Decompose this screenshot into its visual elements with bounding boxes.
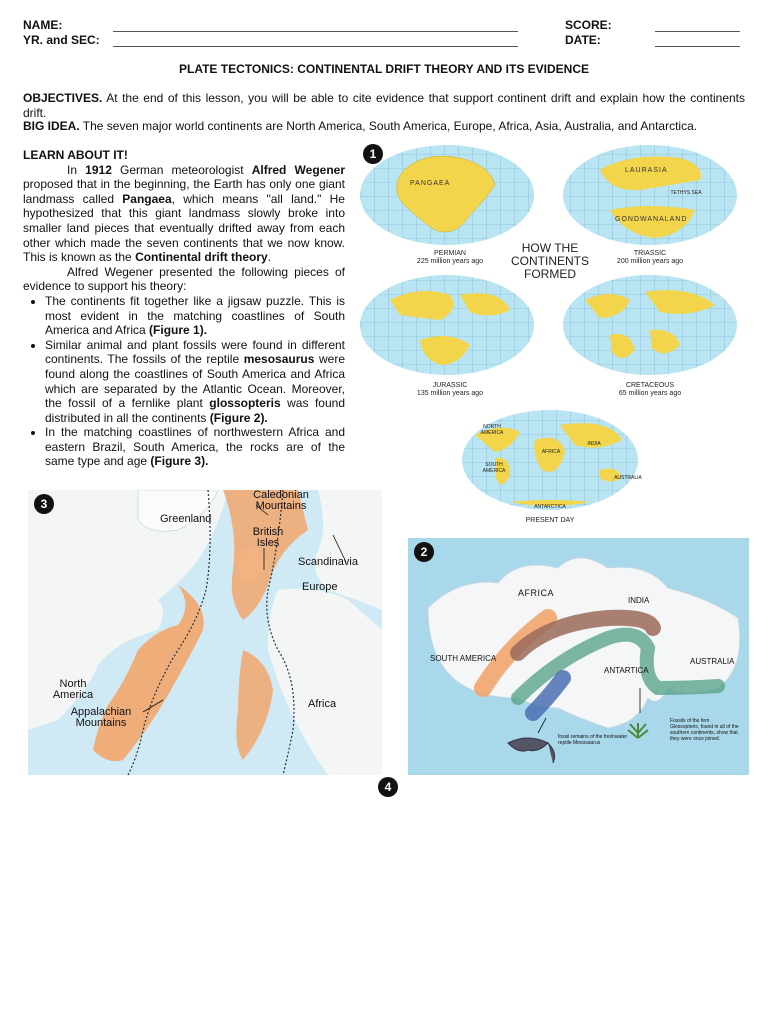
triassic-age: 200 million years ago [616, 258, 684, 265]
jurassic-era: JURASSIC [432, 382, 468, 389]
score-field[interactable] [655, 31, 740, 32]
date-label: DATE: [565, 33, 601, 47]
learn-heading: LEARN ABOUT IT! [23, 148, 128, 162]
list-item: • The continents fit together like a jigsaw puzzle. This is most evident in the matching coastlines of South America and Africa (Figure 1). [45, 294, 345, 338]
list-item: • In the matching coastlines of northwestern Africa and eastern Brazil, South America, the rocks are of the same type and age (Figure 3). [45, 425, 345, 469]
fig2-mesosaurus-caption: fossil remains of the freshwater reptile Mesosaurus [558, 734, 628, 746]
figure-1-badge: 1 [363, 144, 383, 164]
big-idea-text: The seven major world continents are North America, South America, Europe, Africa, Asia, Australia, and Antarctica. [79, 119, 698, 133]
learn-section [23, 148, 345, 469]
name-label: NAME: [23, 18, 63, 32]
figure-2-badge: 2 [414, 542, 434, 562]
figure-2 [408, 538, 749, 775]
learn-paragraph-2: Alfred Wegener presented the following pieces of evidence to support his theory: [23, 264, 345, 294]
present-north-america: NORTH AMERICA [480, 424, 504, 436]
present-india: INDIA [587, 441, 601, 447]
objectives-paragraph [23, 91, 745, 121]
objectives-label: OBJECTIVES. [23, 91, 103, 105]
date-field[interactable] [655, 46, 740, 47]
fig2-india-label: INDIA [628, 596, 650, 605]
map-permian [360, 145, 534, 245]
permian-age: 225 million years ago [416, 258, 484, 265]
present-day-label: PRESENT DAY [525, 517, 575, 524]
figure-3-badge: 3 [34, 494, 54, 514]
learn-paragraph-1: In 1912 German meteorologist Alfred Wegener proposed that in the beginning, the Earth has only one giant landmass called Pangaea, which means "all land." He hypothesized that this giant landmass slowly broke into smaller land pieces that eventually drifted away from each other which made the seven continents that we now know. This is known as the Continental drift theory. [23, 162, 346, 265]
scandinavia-label: Scandinavia [298, 556, 358, 568]
figure-1-maps [360, 140, 745, 530]
permian-era: PERMIAN [434, 250, 466, 257]
yrsec-label: YR. and SEC: [23, 33, 100, 47]
jurassic-age: 135 million years ago [416, 390, 484, 397]
appalachian-mountains-label: Appalachian Mountains [70, 706, 132, 729]
name-field[interactable] [113, 31, 518, 32]
big-idea-label: BIG IDEA. [23, 119, 80, 133]
gondwanaland-label: GONDWANALAND [615, 216, 688, 223]
present-australia: AUSTRALIA [614, 475, 642, 481]
triassic-era: TRIASSIC [633, 250, 667, 257]
caledonian-mountains-label: Caledonian Mountains [253, 489, 309, 512]
fig2-africa-label: AFRICA [518, 588, 555, 598]
figure-3 [28, 490, 382, 775]
map-cretaceous [563, 275, 737, 375]
figure-4-badge: 4 [378, 777, 398, 797]
big-idea-paragraph [23, 119, 745, 134]
fig2-antarctica-label: ANTARTICA [604, 666, 649, 675]
present-antarctica: ANTARCTICA [534, 504, 566, 510]
fig2-south-america-label: SOUTH AMERICA [430, 654, 497, 663]
yrsec-field[interactable] [113, 46, 518, 47]
fig2-australia-label: AUSTRALIA [690, 657, 735, 666]
map-jurassic [360, 275, 534, 375]
africa-label: Africa [308, 698, 337, 710]
map-triassic [563, 145, 737, 245]
evidence-list [23, 294, 345, 469]
objectives-text: At the end of this lesson, you will be able to cite evidence that support continent drift and explain how the continents drift. [23, 91, 745, 120]
page-title: PLATE TECTONICS: CONTINENTAL DRIFT THEORY AND ITS EVIDENCE [178, 62, 589, 76]
laurasia-label: LAURASIA [625, 167, 668, 174]
present-africa: AFRICA [541, 449, 561, 455]
score-label: SCORE: [565, 18, 612, 32]
greenland-label: Greenland [160, 513, 212, 525]
cretaceous-age: 65 million years ago [618, 390, 682, 397]
europe-label: Europe [302, 581, 338, 593]
fig2-glossopteris-caption: Fossils of the fern Glossopteris, found in all of the southern continents, show that they were once joined. [670, 718, 739, 742]
cretaceous-era: CRETACEOUS [625, 382, 675, 389]
tethys-sea-label: TETHYS SEA [670, 190, 702, 196]
north-america-label: North America [52, 678, 94, 701]
figure-3-map [28, 490, 382, 775]
how-continents-formed-title: HOW THE CONTINENTS FORMED [511, 241, 589, 281]
list-item: • Similar animal and plant fossils were found in different continents. The fossils of the reptile mesosaurus were found along the coastlines of South America and Africa which are separated by the Atlantic Ocean. Moreover, the fossil of a fernlike plant glossopteris was found distributed in all the continents (Figure 2). [45, 338, 345, 426]
pangaea-label: PANGAEA [410, 180, 451, 187]
figure-1 [360, 140, 745, 530]
british-isles-label: British Isles [252, 526, 284, 549]
present-south-america: SOUTH AMERICA [482, 462, 506, 474]
